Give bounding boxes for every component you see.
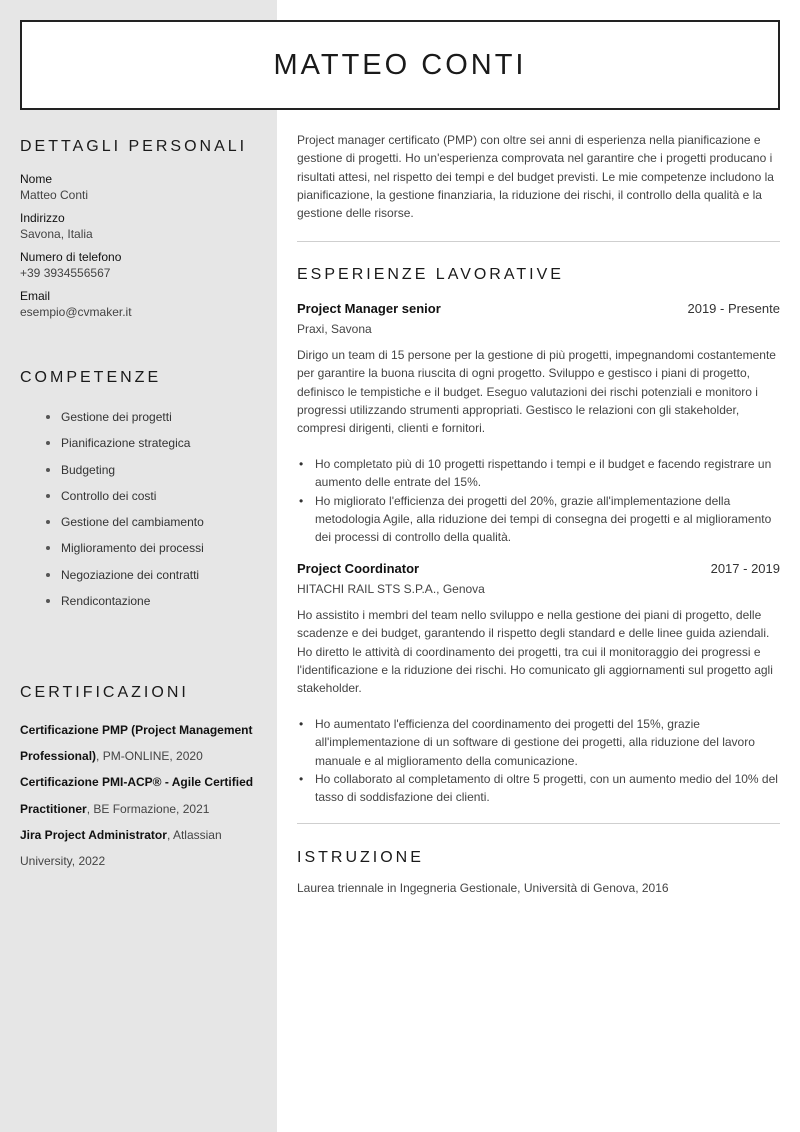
job-description: Dirigo un team di 15 persone per la gestione di più progetti, impegnandomi costantemente per garantire la buona riuscita di ogni progetto. Sviluppo e gestisco i piani di progetto, definisco le tempistiche e il budget. Eseguo valutazioni dei rischi potenziali e monitoro i progressi utilizzando strumenti appropriati. Gestisco le relazioni con gli stakeholder, compresi dirigenti, clienti e fornitori.	[297, 348, 776, 436]
detail-label: Email	[20, 289, 51, 303]
education-title: ISTRUZIONE	[297, 849, 424, 866]
skill-item: Gestione del cambiamento	[20, 509, 260, 535]
name-header	[20, 20, 780, 110]
detail-value: Matteo Conti	[20, 188, 89, 202]
skill-item: Budgeting	[20, 457, 260, 483]
certification-item	[20, 822, 265, 874]
job-achievements	[297, 715, 780, 806]
education-entry: Laurea triennale in Ingegneria Gestionale, Università di Genova, 2016	[297, 881, 669, 895]
achievement-item: • Ho collaborato al completamento di oltre 5 progetti, con un aumento medio del 10% del tasso di soddisfazione dei clienti.	[297, 770, 780, 807]
certification-name: Certificazione PMI-ACP® - Agile Certified Practitioner	[20, 775, 254, 816]
detail-label: Indirizzo	[20, 211, 65, 225]
detail-value: Savona, Italia	[20, 227, 93, 241]
certifications-list	[20, 717, 265, 874]
job-header	[297, 561, 780, 576]
certification-name: Jira Project Administrator	[20, 827, 167, 842]
achievement-item: • Ho aumentato l'efficienza del coordinamento dei progetti del 15%, grazie all'implementazione di un software di gestione dei progetti, alla riduzione del lavoro manuale e al miglioramento della comunicazione.	[297, 715, 780, 770]
divider	[297, 241, 780, 242]
detail-name	[20, 171, 260, 203]
detail-phone	[20, 249, 260, 281]
certification-detail: , Atlassian University, 2022	[20, 827, 222, 869]
job-header	[297, 301, 780, 316]
detail-value: esempio@cvmaker.it	[20, 305, 132, 319]
job-dates: 2019 - Presente	[687, 301, 780, 316]
skill-item: Miglioramento dei processi	[20, 535, 260, 561]
detail-label: Nome	[20, 172, 53, 186]
job-title: Project Manager senior	[297, 301, 441, 316]
skill-item: Pianificazione strategica	[20, 430, 260, 456]
detail-value: +39 3934556567	[20, 266, 111, 280]
personal-details-title: DETTAGLI PERSONALI	[20, 138, 248, 155]
detail-address	[20, 210, 260, 242]
certification-item	[20, 769, 265, 821]
detail-email	[20, 288, 260, 320]
certification-name: Certificazione PMP (Project Management Professional)	[20, 723, 253, 764]
certification-item	[20, 717, 265, 769]
job-company: Praxi, Savona	[297, 322, 372, 336]
skill-item: Negoziazione dei contratti	[20, 562, 260, 588]
certification-detail: , BE Formazione, 2021	[86, 801, 210, 816]
experience-title: ESPERIENZE LAVORATIVE	[297, 266, 564, 283]
achievement-item: • Ho completato più di 10 progetti rispettando i tempi e il budget e facendo registrare un aumento delle entrate del 15%.	[297, 455, 780, 492]
skill-item: Rendicontazione	[20, 588, 260, 614]
certification-detail: , PM-ONLINE, 2020	[96, 749, 203, 764]
job-dates: 2017 - 2019	[710, 561, 780, 576]
job-title: Project Coordinator	[297, 561, 420, 576]
job-achievements	[297, 455, 780, 546]
skills-title: COMPETENZE	[20, 369, 162, 386]
profile-summary: Project manager certificato (PMP) con oltre sei anni di esperienza nella pianificazione e gestione di progetti. Ho un'esperienza comprovata nel garantire che i progetti producano i risultati attesi, nel rispetto dei tempi e del budget previsti. Le mie competenze includono la pianificazione, la gestione finanziaria, la riduzione dei rischi, il controllo della qualità e la gestione delle risorse.	[297, 133, 774, 221]
skill-item: Gestione dei progetti	[20, 404, 260, 430]
skill-item: Controllo dei costi	[20, 483, 260, 509]
job-description: Ho assistito i membri del team nello sviluppo e nella gestione dei piani di progetto, delle scadenze e dei budget, garantendo il rispetto degli standard e delle linee guida aziendali. Ho diretto le attività di coordinamento dei progetti, tra cui il monitoraggio dei progressi e l'identificazione e la riduzione dei rischi. Ho comunicato gli aggiornamenti sul progetto agli stakeholder.	[297, 608, 773, 696]
divider	[297, 823, 780, 824]
certifications-title: CERTIFICAZIONI	[20, 684, 189, 701]
job-company: HITACHI RAIL STS S.P.A., Genova	[297, 582, 485, 596]
full-name: MATTEO CONTI	[273, 48, 527, 81]
detail-label: Numero di telefono	[20, 250, 122, 264]
achievement-item: • Ho migliorato l'efficienza dei progetti del 20%, grazie all'implementazione della metodologia Agile, alla riduzione dei tempi di consegna dei progetti e al miglioramento dei processi di controllo della qualità.	[297, 492, 780, 547]
skills-list	[20, 404, 260, 614]
